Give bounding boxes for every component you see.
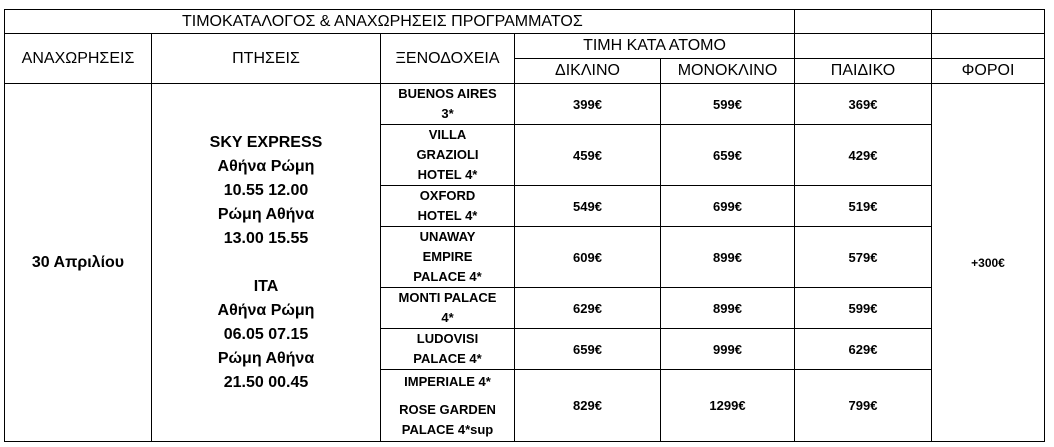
hotel-name: LUDOVISI PALACE 4* bbox=[381, 329, 515, 370]
header-departures: ΑΝΑΧΩΡΗΣΕΙΣ bbox=[5, 34, 152, 84]
flight-line: 06.05 07.15 bbox=[223, 325, 309, 343]
flight-line: SKY EXPRESS bbox=[209, 133, 323, 151]
empty-cell bbox=[932, 10, 1045, 34]
flight-line: 21.50 00.45 bbox=[223, 373, 309, 391]
price-single: 1299€ bbox=[661, 370, 795, 442]
flight-line: ITA bbox=[253, 277, 279, 295]
flight-line: Ρώμη Αθήνα bbox=[217, 205, 315, 223]
price-child: 369€ bbox=[795, 84, 932, 125]
price-single: 599€ bbox=[661, 84, 795, 125]
header-hotels: ΞΕΝΟΔΟΧΕΙΑ bbox=[381, 34, 515, 84]
header-double: ΔΙΚΛΙΝΟ bbox=[515, 59, 661, 84]
taxes-value: +300€ bbox=[932, 84, 1045, 442]
header-flights: ΠΤΗΣΕΙΣ bbox=[152, 34, 381, 84]
price-child: 799€ bbox=[795, 370, 932, 442]
price-child: 599€ bbox=[795, 288, 932, 329]
price-single: 999€ bbox=[661, 329, 795, 370]
flight-line: Αθήνα Ρώμη bbox=[217, 301, 315, 319]
price-child: 629€ bbox=[795, 329, 932, 370]
flight-details bbox=[152, 84, 381, 442]
price-double: 629€ bbox=[515, 288, 661, 329]
price-double: 829€ bbox=[515, 370, 661, 442]
price-table bbox=[4, 9, 1045, 442]
price-double: 609€ bbox=[515, 227, 661, 288]
empty-cell bbox=[932, 34, 1045, 59]
hotel-name: VILLA GRAZIOLI HOTEL 4* bbox=[381, 125, 515, 186]
price-child: 519€ bbox=[795, 186, 932, 227]
hotel-name: IMPERIALE 4* ROSE GARDEN PALACE 4*sup bbox=[381, 370, 515, 442]
flight-line: Ρώμη Αθήνα bbox=[217, 349, 315, 367]
price-double: 399€ bbox=[515, 84, 661, 125]
price-child: 579€ bbox=[795, 227, 932, 288]
flight-line: 13.00 15.55 bbox=[223, 229, 309, 247]
header-single: ΜΟΝΟΚΛΙΝΟ bbox=[661, 59, 795, 84]
price-double: 459€ bbox=[515, 125, 661, 186]
departure-date: 30 Απριλίου bbox=[5, 84, 152, 442]
price-double: 659€ bbox=[515, 329, 661, 370]
empty-cell bbox=[795, 10, 932, 34]
flight-line: Αθήνα Ρώμη bbox=[217, 157, 315, 175]
hotel-name: MONTI PALACE 4* bbox=[381, 288, 515, 329]
price-single: 899€ bbox=[661, 227, 795, 288]
price-single: 659€ bbox=[661, 125, 795, 186]
price-single: 699€ bbox=[661, 186, 795, 227]
header-child: ΠΑΙΔΙΚΟ bbox=[795, 59, 932, 84]
table-title: ΤΙΜΟΚΑΤΑΛΟΓΟΣ & ΑΝΑΧΩΡΗΣΕΙΣ ΠΡΟΓΡΑΜΜΑΤΟΣ bbox=[5, 10, 795, 34]
flight-line: 10.55 12.00 bbox=[223, 181, 309, 199]
hotel-name: UNAWAY EMPIRE PALACE 4* bbox=[381, 227, 515, 288]
hotel-name: BUENOS AIRES 3* bbox=[381, 84, 515, 125]
header-price-per-person: ΤΙΜΗ ΚΑΤΑ ΑΤΟΜΟ bbox=[515, 34, 795, 59]
price-double: 549€ bbox=[515, 186, 661, 227]
header-taxes: ΦΟΡΟΙ bbox=[932, 59, 1045, 84]
empty-cell bbox=[795, 34, 932, 59]
price-single: 899€ bbox=[661, 288, 795, 329]
hotel-name: OXFORD HOTEL 4* bbox=[381, 186, 515, 227]
flight-gap bbox=[152, 251, 380, 275]
price-child: 429€ bbox=[795, 125, 932, 186]
